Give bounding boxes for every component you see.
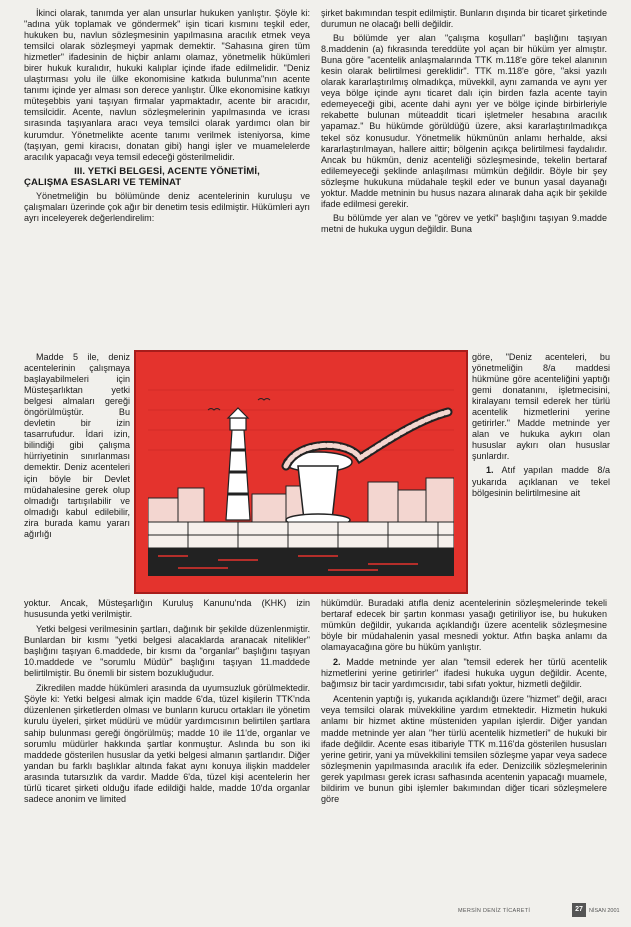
paragraph	[321, 657, 607, 690]
paragraph: Acentenin yaptığı iş, yukarıda açıklandığı üzere "hizmet" değil, aracı veya temsilci olarak müvekkiline yardım etmektedir. Hizmetin hukuki anlamı bir hizmet aktine müsteniden yapılan işlerdir. Diğer yandan madde metninde yer alan "her türlü acentelik hizmetleri" de hukuki bir ifade değildir. Acente esas itibariyle TTK m.116'da gösterilen hususları yerine getirir, yani ya müvekkilini temsilen sözleşme yapar veya sadece sözleşmenin yapılmasında aracılık ifa eder. Denizcilik sözleşmelerinin gerek yapılması gerek icrası safhasında acentenin yapacağı muamele, bildirim ve bunun gibi işlemler bakımından diğer ticari sözleşmelere göre	[321, 694, 607, 804]
paragraph: şirket bakımından tespit edilmiştir. Bunların dışında bir ticaret şirketinde durumun ne olacağı belli değildir.	[321, 8, 607, 30]
paragraph: Zikredilen madde hükümleri arasında da uyumsuzluk görülmektedir. Şöyle ki: Yetki belgesi almak için madde 6'da, tüzel kişilerin TTK'nda düzenlenen şirketlerden olması ve bunların kurucu ortakları ile yönetim kurulu üyeleri, şirket müdürü ve müdür yardımcısının belirtilen şartlara sahip bulunması gereği öngörülmüş; madde 10 ile 11'de, organlar ve sorumlu müdürler hakkında şartlar konmuştur. Aslında bu son iki maddede gösterilen hususlar da yetki belgesi almanın şartlarıdır. Diğer yandan bu farklı başlıklar altında fakat aynı konuya ilişkin maddeler arasında tutarsızlık da vardır. Madde 6'da, tüzel kişi acentelerin her türlü ticaret şirketi olduğu ifade edildiği halde, madde 10'da organlar sadece anonim ve limited	[24, 683, 310, 804]
item-text: Madde metninde yer alan "temsil ederek her türlü acentelik hizmetlerini yerine getirirler" ifadesi hukuka uygun değildir. Acente, bağımsız bir tacir yardımcısıdır, tabi sıfatı yoktur, hizmetli değildir.	[321, 657, 607, 690]
paragraph: Bu bölümde yer alan "çalışma koşulları" başlığını taşıyan 8.maddenin (a) fıkrasında tereddüte yol açan bir hüküm yer almıştır. Buna göre "acentelik anlaşmalarında TTK m.118'e göre tekel alanının kesin olarak belirtilmesi gereklidir". TTK m.118'e göre, "aksi yazılı olarak kararlaştırılmış olmadıkça, müvekkil, aynı zamanda ve aynı yer veya bölge içinde aynı ticaret dalı için birden fazla acente tayin edemeyeceği gibi, acente dahi aynı yer ve bölge içinde birbirleriyle rekabette bulunan müteaddit ticari işletmeler hesabına aracılık yapamaz." Bu hükümde görüldüğü üzere, aksi kararlaştırılmadıkça tekel söz konusudur. Yönetmelik hükmünün anlamı herhalde, aksi kararlaştırılmayan, hallere aittir; bölgenin açıkça belirtilmesi faydalıdır. Ancak bu hükmün, deniz acenteliği sözleşmesinde, tekelin bertaraf edilemeyeceği şeklinde anlaşılması mümkün değildir. Böyle bir şey sözleşme hukukuna müdahale teşkil eder ve bunun yasal dayanağı yoktur. Madde metninin bu husus nazara alınarak daha açık bir şekilde ifade edilmesi gerekir.	[321, 33, 607, 209]
item-text: Atıf yapılan madde 8/a yukarıda açıklanan ve tekel bölgesinin belirtilmesine ait	[472, 465, 611, 498]
paragraph: yoktur. Ancak, Müsteşarlığın Kuruluş Kanunu'nda (KHK) izin hususunda yetki verilmiştir.	[24, 598, 310, 620]
paragraph: Yönetmeliğin bu bölümünde deniz acentelerinin kuruluşu ve çalışmaları üzerinde çok ağır bir denetim tesis edilmiştir. Hükümleri ayrı ayrı inceleyerek değerlendirelim:	[24, 190, 310, 223]
left-column	[24, 8, 310, 224]
port-illustration-icon	[148, 370, 454, 576]
heading-line-2: ÇALIŞMA ESASLARI VE TEMİNAT	[24, 176, 182, 188]
left-wrap-text	[24, 352, 130, 540]
port-illustration	[134, 350, 468, 594]
section-heading	[24, 166, 310, 188]
left-column-lower	[24, 598, 310, 805]
paragraph: Yetki belgesi verilmesinin şartları, dağınık bir şekilde düzenlenmiştir. Bunlardan bir kısmı "yetki belgesi alacaklarda aranacak nitelikler" başlığını taşıyan 6.maddede, bir kısmı da "organlar" başlığını taşıyan 10.maddede ve "sorumlu Müdür" başlığını taşıyan 11.maddede belirtilmiştir. Bu önemli bir sistem bozukluğudur.	[24, 624, 310, 679]
magazine-name: MERSİN DENİZ TİCARETİ	[458, 908, 531, 914]
paragraph: göre, "Deniz acenteleri, bu yönetmeliğin 8/a maddesi hükmüne göre acenteliğini yaptığı gemi donatanını, işletmecisini, kiralayanı temsil ederek her türlü acentelik hizmetlerini yerine getirirler." Madde metninde yer alan ve hukuka aykırı olan hususlar aykırı olan hususlar şunlardır.	[472, 352, 610, 462]
item-number: 1.	[486, 465, 494, 476]
paragraph: İkinci olarak, tanımda yer alan unsurlar hukuken yanlıştır. Şöyle ki: "adına yük toplamak ve göndermek" işin ticari kısmını teşkil eder, hukuken bu, navlun sözleşmesinin yapılmasına aracılık etmek veya temsilci olarak sözleşmeyi yapmak demektir. "Sahasına giren tüm hizmetler" ifadesinin de hiçbir anlamı olamaz, yönetmelik hükümleri birer hukuk kuralıdır, hukuki kalıplar içinde ifade edilmelidir. "Deniz ulaştırması yolu ile ülke ekonomisine katkıda bulunma"nın acente tanımı içinde yer alması son derece yanlıştır. Ülke ekonomisine katkıyı müteşebbis yani taşıyan firmalar yapmaktadır, acente bir aracıdır, temsilcidir. Acente, navlun sözleşmelerinin yapılmasında ve icrası sırasında taşıyanlara aracı veya temsilci olarak yardımcı olan bir kurumdur. Yönetmelikte acente tanımı verilmek isteniyorsa, kime (taşıyan, gemi kiracısı, donatan gibi) hangi işler ve muamelelerde aracılık yapacağı veya temsil edeceği gösterilmelidir.	[24, 8, 310, 162]
right-column	[321, 8, 607, 235]
page-number: 27	[572, 903, 586, 917]
paragraph: Madde 5 ile, deniz acentelerinin çalışmaya başlayabilmeleri için Müsteşarlıktan yetki belgesi almaları gereği öngörülmüştür. Bu devletin bir izin tasarrufudur. İdari izin, bilindiği gibi çalışma hürriyetinin sınırlanması demektir. Deniz acenteleri için böyle bir Devlet müdahalesine gerek olup olmadığı tartışılabilir ve olmadığı kabul edilebilir, zira burada kamu yararı ağırlığı	[24, 352, 130, 539]
page-footer	[0, 902, 631, 922]
heading-line-1: III. YETKİ BELGESİ, ACENTE YÖNETİMİ,	[74, 165, 260, 177]
right-column-lower	[321, 598, 607, 805]
right-wrap-text	[472, 352, 610, 499]
paragraph	[472, 465, 610, 498]
item-number: 2.	[333, 657, 341, 668]
issue-date: NİSAN 2001	[589, 908, 620, 914]
paragraph: Bu bölümde yer alan ve "görev ve yetki" başlığını taşıyan 9.madde metni de hukuka uygun değildir. Buna	[321, 212, 607, 234]
paragraph: hükümdür. Buradaki atıfla deniz acentelerinin sözleşmelerinde tekeli bertaraf edecek bir şartın konması yasağı getiriliyor ise, bu hukuken mümkün değildir, yukarıda açıklandığı üzere acentelik sözleşmesine böyle bir müdahalenin yasal mesnedi yoktur. Atfın başka anlamı da olamayacağına göre bu hüküm yanlıştır.	[321, 598, 607, 653]
